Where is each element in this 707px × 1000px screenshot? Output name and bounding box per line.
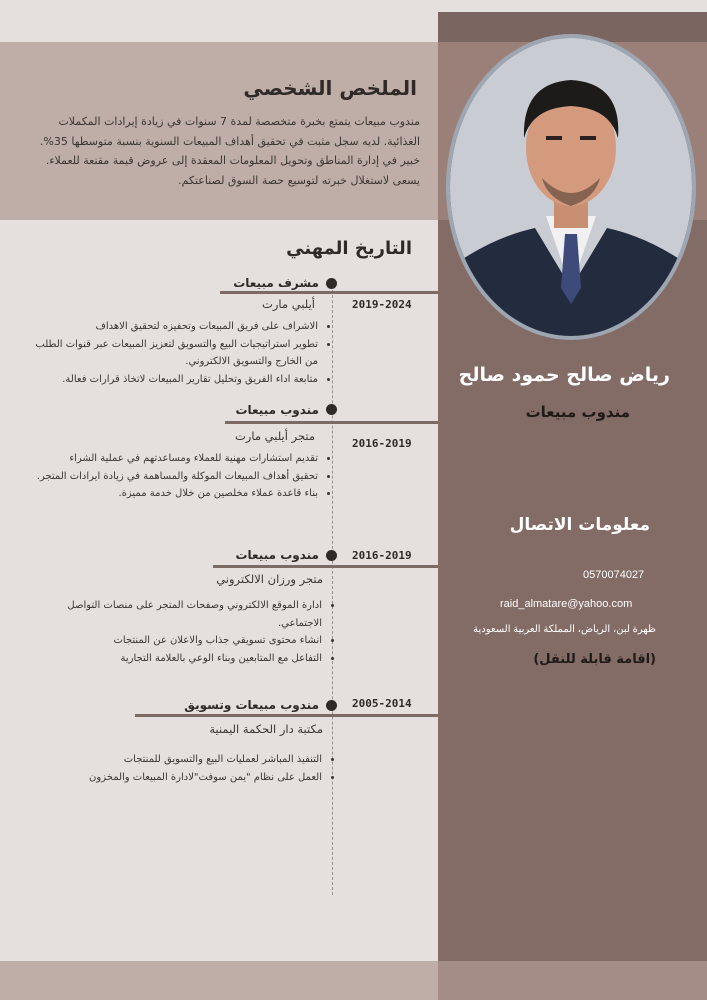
- job-bullet: • انشاء محتوى تسويقي جذاب والاعلان عن المنتجات: [40, 632, 322, 650]
- footer-band: [0, 961, 440, 1000]
- job-divider: [213, 565, 438, 568]
- contact-title: معلومات الاتصال: [509, 515, 650, 535]
- job-divider: [220, 291, 438, 294]
- job-bullet: • التنفيذ المباشر لعمليات البيع والتسويق للمنتجات: [40, 751, 322, 769]
- job-divider: [135, 714, 438, 717]
- timeline-dot: [326, 278, 337, 289]
- timeline-dot: [326, 404, 337, 415]
- profile-name: رياض صالح حمود صالح: [458, 364, 670, 386]
- job-divider: [225, 421, 438, 424]
- job-bullet: • تحقيق أهداف المبيعات الموكلة والمساهمة في زيادة ايرادات المتجر.: [20, 468, 318, 486]
- profile-job-title: مندوب مبيعات: [525, 403, 630, 421]
- contact-address: ظهرة لبن، الرياض، المملكة العربية السعودية: [473, 624, 656, 635]
- job-date: 2016-2019: [352, 549, 412, 562]
- job-bullets: [40, 751, 336, 786]
- job-bullet: • تقديم استشارات مهنية للعملاء ومساعدتهم في عملية الشراء: [20, 450, 318, 468]
- job-role: مندوب مبيعات: [235, 548, 319, 562]
- job-company: متجر ورزان الالكتروني: [216, 572, 323, 586]
- relocation-note: (اقامة قابلة للنقل): [533, 652, 656, 667]
- job-bullet: • التفاعل مع المتابعين وبناء الوعي بالعلامة التجارية: [40, 650, 322, 668]
- job-company: مكتبة دار الحكمة اليمنية: [209, 722, 323, 736]
- job-bullets: [40, 597, 336, 667]
- job-role: مشرف مبيعات: [233, 276, 319, 290]
- contact-email[interactable]: raid_almatare@yahoo.com: [500, 598, 633, 610]
- person-portrait-icon: [450, 38, 692, 336]
- job-bullets: [20, 450, 332, 503]
- job-role: مندوب مبيعات وتسويق: [184, 698, 319, 712]
- profile-photo: [446, 34, 696, 340]
- job-bullet: • تطوير استراتيجيات البيع والتسويق لتعزيز المبيعات عبر قنوات الطلب من الخارج والتسويق الالكتروني.: [20, 336, 318, 371]
- history-title: التاريخ المهني: [286, 238, 412, 259]
- job-bullet: • ادارة الموقع الالكتروني وصفحات المتجر على منصات التواصل الاجتماعي.: [40, 597, 322, 632]
- job-role: مندوب مبيعات: [235, 403, 319, 417]
- job-date: 2005-2014: [352, 697, 412, 710]
- job-bullet: • العمل على نظام "يمن سوفت"لادارة المبيعات والمخزون: [40, 769, 322, 787]
- sidebar-bottom-strip: [438, 961, 707, 1000]
- summary-title: الملخص الشخصي: [243, 76, 417, 100]
- job-bullet: • متابعة اداء الفريق وتحليل تقارير المبيعات لاتخاذ قرارات فعالة.: [20, 371, 318, 389]
- job-bullet: • الاشراف على فريق المبيعات وتحفيزه لتحقيق الاهداف: [20, 318, 318, 336]
- job-date: 2019-2024: [352, 298, 412, 311]
- job-date: 2016-2019: [352, 437, 412, 450]
- job-company: أيلبي مارت: [262, 297, 315, 311]
- timeline-dot: [326, 550, 337, 561]
- summary-text: مندوب مبيعات يتمتع بخبرة متخصصة لمدة 7 سنوات في زيادة إيرادات المكملات الغذائية. لديه سجل مثبت في تحقيق أهداف المبيعات السنوية بنسبة متوسطها 35%. خبير في إدارة المناطق وتحويل المعلومات المعقدة إلى عروض قيمة مقنعة للعملاء. يسعى لاستغلال خبرته لتوسيع حصة السوق لصناعتكم.: [39, 115, 420, 187]
- timeline-dot: [326, 700, 337, 711]
- job-company: متجر أيلبي مارت: [234, 429, 315, 443]
- job-bullet: • بناء قاعدة عملاء مخلصين من خلال خدمة مميزة.: [20, 485, 318, 503]
- contact-phone[interactable]: 0570074027: [583, 569, 645, 581]
- timeline-line: [332, 280, 333, 895]
- job-bullets: [20, 318, 332, 388]
